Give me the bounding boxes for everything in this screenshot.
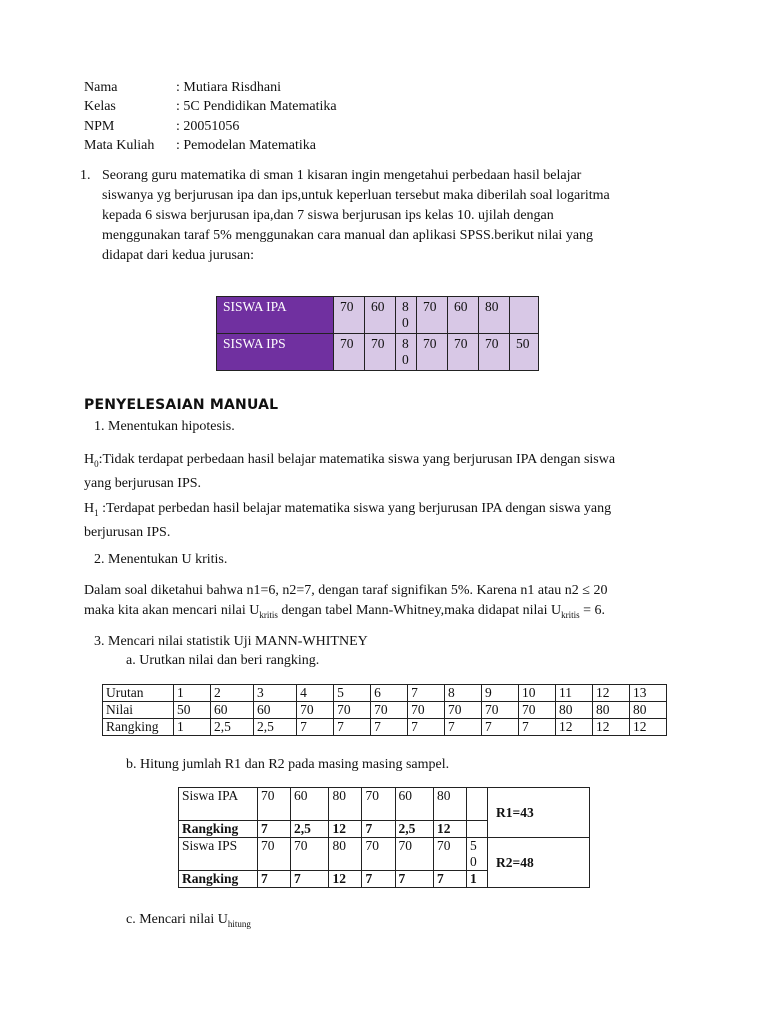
table-cell: 70 [334,297,365,334]
table-cell: 2,5 [291,821,329,838]
h0-symbol: H [84,452,95,467]
header-label: Nama [84,80,118,95]
table-cell: 1 [467,871,488,888]
table-cell: 12 [433,821,466,838]
table-cell: 7 [519,719,556,736]
question-line: Seorang guru matematika di sman 1 kisaran ingin mengetahui perbedaan hasil belajar [102,168,582,183]
u-kritis-text-2c: = 6. [579,603,606,618]
table-cell: 70 [371,702,408,719]
table-cell: 5 [334,685,371,702]
table-cell: 8 0 [396,297,417,334]
table-row [103,702,667,719]
table-cell: 70 [417,334,448,371]
r1-total: R1=43 [488,788,590,838]
hypothesis-h1 [84,499,684,543]
table-cell: 80 [329,838,362,871]
step-3c [126,910,251,934]
table-cell: 12 [329,821,362,838]
table-cell [510,297,539,334]
table-cell: 7 [297,719,334,736]
u-kritis-paragraph [84,581,694,625]
table-cell: SISWA IPS [217,334,334,371]
header-label: Mata Kuliah [84,138,155,153]
table-cell: 70 [334,702,371,719]
table-cell: 50 [174,702,211,719]
h0-text: :Tidak terdapat perbedaan hasil belajar matematika siswa yang berjurusan IPA dengan siswa [98,452,616,467]
table-cell: 7 [362,871,395,888]
table-cell: 12 [592,719,629,736]
table-cell: 2 [210,685,253,702]
score-table [216,296,539,371]
table-cell: SISWA IPA [217,297,334,334]
table-cell: 2,5 [210,719,253,736]
table-cell: 7 [258,871,291,888]
u-kritis-text: Dalam soal diketahui bahwa n1=6, n2=7, dengan taraf signifikan 5%. Karena n1 atau n2 [84,583,583,598]
table-cell: 80 [479,297,510,334]
table-cell: 4 [297,685,334,702]
h1-text: :Terdapat perbedan hasil belajar matematika siswa yang berjurusan IPA dengan siswa yang [98,501,612,516]
table-cell: 7 [395,871,433,888]
table-cell: 60 [448,297,479,334]
table-cell: 60 [291,788,329,821]
step-3b: b. Hitung jumlah R1 dan R2 pada masing masing sampel. [126,757,450,772]
step-3: 3. Mencari nilai statistik Uji MANN-WHITNEY [94,634,368,649]
table-cell: 70 [482,702,519,719]
table-cell: 7 [482,719,519,736]
table-cell: 2,5 [395,821,433,838]
table-cell: 70 [362,838,395,871]
table-cell: 7 [291,871,329,888]
table-cell: 1 [174,685,211,702]
table-cell: Siswa IPA [179,788,258,821]
table-cell: 70 [362,788,395,821]
table-cell: 7 [408,719,445,736]
table-cell: 8 [445,685,482,702]
header-label: Kelas [84,99,116,114]
table-cell: 60 [395,788,433,821]
table-cell: 12 [592,685,629,702]
table-cell: Siswa IPS [179,838,258,871]
table-cell: 70 [448,334,479,371]
table-row [217,334,539,371]
step-3a: a. Urutkan nilai dan beri rangking. [126,653,320,668]
sum-table [178,787,590,888]
table-cell: 80 [433,788,466,821]
header-value: : Pemodelan Matematika [176,138,316,153]
table-cell: 70 [297,702,334,719]
table-row [103,719,667,736]
question-line: siswanya yg berjurusan ipa dan ips,untuk keperluan tersebut maka diberilah soal logaritma [102,188,610,203]
h1-subscript: 1 [94,507,99,518]
table-cell: 7 [433,871,466,888]
table-cell: 3 [254,685,297,702]
question-line: kepada 6 siswa berjurusan ipa,dan 7 siswa berjurusan ips kelas 10. ujilah dengan [102,208,554,223]
table-cell: 8 0 [396,334,417,371]
table-row [179,838,590,871]
u-kritis-text-2a: maka kita akan mencari nilai U [84,603,260,618]
table-cell: 70 [519,702,556,719]
table-cell: Rangking [179,821,258,838]
table-cell: 12 [556,719,593,736]
table-cell: 9 [482,685,519,702]
table-cell: 12 [629,719,666,736]
table-cell: 13 [629,685,666,702]
header-value: : 5C Pendidikan Matematika [176,99,337,114]
table-cell: 70 [334,334,365,371]
table-cell: 1 [174,719,211,736]
table-cell: Nilai [103,702,174,719]
header-label: NPM [84,119,115,134]
step-2: 2. Menentukan U kritis. [94,552,228,567]
u-kritis-text-2b: dengan tabel Mann-Whitney,maka didapat nilai U [277,603,562,618]
table-cell: 70 [445,702,482,719]
table-cell: 50 [510,334,539,371]
rank-table [102,684,667,736]
question-number: 1. [80,168,91,183]
table-cell: 7 [371,719,408,736]
h0-subscript: 0 [94,458,99,469]
table-cell: 7 [334,719,371,736]
step-1: 1. Menentukan hipotesis. [94,419,235,434]
table-cell: 80 [556,702,593,719]
table-cell: 70 [395,838,433,871]
table-cell: 60 [254,702,297,719]
table-cell: 60 [365,297,396,334]
table-cell: 12 [329,871,362,888]
table-cell: Urutan [103,685,174,702]
table-cell: 70 [408,702,445,719]
table-cell: 7 [408,685,445,702]
table-cell: 80 [329,788,362,821]
table-cell: 70 [291,838,329,871]
table-cell: 70 [433,838,466,871]
table-cell: Rangking [179,871,258,888]
table-cell: Rangking [103,719,174,736]
table-row [179,788,590,821]
hypothesis-h0 [84,450,684,494]
question-line: menggunakan taraf 5% menggunakan cara manual dan aplikasi SPSS.berikut nilai yang [102,228,594,243]
h0-text-2: yang berjurusan IPS. [84,475,202,491]
table-cell: 7 [258,821,291,838]
header-value: : Mutiara Risdhani [176,80,281,95]
header-value: : 20051056 [176,119,240,134]
table-cell: 2,5 [254,719,297,736]
step-3c-sub: hitung [227,918,251,929]
table-cell: 6 [371,685,408,702]
table-cell: 70 [365,334,396,371]
table-cell [467,821,488,838]
table-cell: 70 [258,838,291,871]
question-line: didapat dari kedua jurusan: [102,248,255,263]
h1-symbol: H [84,501,95,516]
table-cell: 5 0 [467,838,488,871]
table-cell: 11 [556,685,593,702]
table-cell: 70 [479,334,510,371]
table-cell: 70 [417,297,448,334]
table-cell: 70 [258,788,291,821]
table-cell: 7 [445,719,482,736]
table-cell [467,788,488,821]
table-cell: 10 [519,685,556,702]
leq-symbol: ≤ 20 [582,583,608,598]
section-heading: PENYELESAIAN MANUAL [84,397,279,413]
u-kritis-sub-2: kritis [561,609,580,620]
table-row [217,297,539,334]
table-cell: 80 [592,702,629,719]
table-row [103,685,667,702]
step-3c-text: c. Mencari nilai U [126,912,228,927]
r2-total: R2=48 [488,838,590,888]
table-cell: 60 [210,702,253,719]
table-cell: 7 [362,821,395,838]
table-cell: 80 [629,702,666,719]
h1-text-2: berjurusan IPS. [84,524,171,540]
u-kritis-sub: kritis [259,609,278,620]
